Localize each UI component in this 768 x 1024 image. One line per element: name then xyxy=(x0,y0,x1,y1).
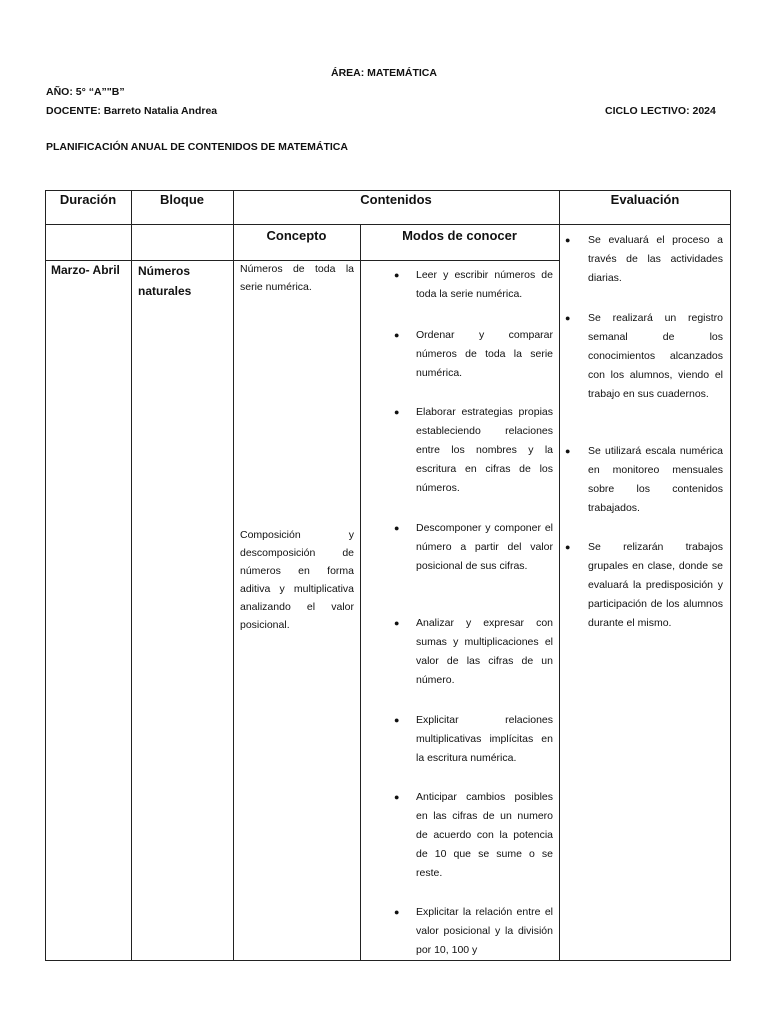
teacher-label: DOCENTE: Barreto Natalia Andrea xyxy=(46,105,218,117)
header-concepto: Concepto xyxy=(266,228,327,243)
table-border-right xyxy=(730,190,731,961)
modos-item-text: Leer y escribir números de toda la serie numérica. xyxy=(416,269,553,300)
header-contenidos: Contenidos xyxy=(360,192,432,207)
modos-item-text: Explicitar la relación entre el valor posicional y la división por 10, 100 y xyxy=(416,906,553,956)
evaluacion-item-text: Se evaluará el proceso a través de las actividades diarias. xyxy=(588,234,723,284)
evaluacion-list-item xyxy=(565,231,723,288)
bullet-icon: ● xyxy=(394,618,400,628)
evaluacion-item-text: Se utilizará escala numérica en monitoreo mensuales sobre los contenidos trabajados. xyxy=(588,445,723,514)
table-subheader-line-modos xyxy=(360,260,559,261)
evaluacion-item-text: Se relizarán trabajos grupales en clase, donde se evaluará la predisposición y participación de los alumnos durante el mismo. xyxy=(588,541,723,629)
modos-list-item xyxy=(394,266,553,304)
modos-item-text: Descomponer y componer el número a partir del valor posicional de sus cifras. xyxy=(416,522,553,572)
bullet-icon: ● xyxy=(394,523,400,533)
year-label: AÑO: 5° “A”"B” xyxy=(46,86,125,98)
bullet-icon: ● xyxy=(565,313,571,323)
area-heading: ÁREA: MATEMÁTICA xyxy=(331,67,437,79)
modos-list-item xyxy=(394,788,553,883)
header-evaluacion: Evaluación xyxy=(610,192,680,207)
table-divider-bloque xyxy=(233,190,234,961)
bullet-icon: ● xyxy=(394,407,400,417)
table-divider-modos xyxy=(559,190,560,961)
bullet-icon: ● xyxy=(394,715,400,725)
bullet-icon: ● xyxy=(565,235,571,245)
table-header-line xyxy=(45,224,731,225)
modos-item-text: Elaborar estrategias propias estableciendo relaciones entre los nombres y la escritura en cifras de los números. xyxy=(416,406,553,494)
bullet-icon: ● xyxy=(394,330,400,340)
document-title: PLANIFICACIÓN ANUAL DE CONTENIDOS DE MATEMÁTICA xyxy=(46,141,348,153)
modos-list-item xyxy=(394,326,553,383)
planning-table xyxy=(45,190,731,961)
bullet-icon: ● xyxy=(394,270,400,280)
modos-list-item xyxy=(394,614,553,690)
evaluacion-list-item xyxy=(565,309,723,404)
table-border-bottom xyxy=(45,960,731,961)
modos-list-item xyxy=(394,519,553,576)
header-duracion: Duración xyxy=(59,192,117,207)
school-year-label: CICLO LECTIVO: 2024 xyxy=(605,105,716,117)
duracion-cell: Marzo- Abril xyxy=(51,263,120,277)
evaluacion-list-item xyxy=(565,538,723,633)
modos-list-item xyxy=(394,903,553,960)
modos-item-text: Anticipar cambios posibles en las cifras de un numero de acuerdo con la potencia de 10 que se sume o se reste. xyxy=(416,791,553,879)
modos-list-item xyxy=(394,711,553,768)
concepto-item: Composición y descomposición de números en forma aditiva y multiplicativa analizando el valor posicional. xyxy=(240,529,354,631)
bullet-icon: ● xyxy=(394,792,400,802)
modos-list-item xyxy=(394,403,553,498)
bloque-cell: Números naturales xyxy=(138,264,192,298)
concepto-item: Números de toda la serie numérica. xyxy=(240,263,354,293)
header-bloque: Bloque xyxy=(159,192,205,207)
table-border-left xyxy=(45,190,46,961)
modos-item-text: Ordenar y comparar números de toda la serie numérica. xyxy=(416,329,553,379)
modos-item-text: Explicitar relaciones multiplicativas implícitas en la escritura numérica. xyxy=(416,714,553,764)
modos-item-text: Analizar y expresar con sumas y multiplicaciones el valor de las cifras de un número. xyxy=(416,617,553,686)
table-divider-concepto xyxy=(360,224,361,961)
evaluacion-list-item xyxy=(565,442,723,518)
table-divider-duracion xyxy=(131,224,132,961)
bullet-icon: ● xyxy=(565,446,571,456)
header-modos-de-conocer: Modos de conocer xyxy=(402,228,517,243)
bullet-icon: ● xyxy=(394,907,400,917)
bullet-icon: ● xyxy=(565,542,571,552)
table-border-top xyxy=(45,190,731,191)
evaluacion-item-text: Se realizará un registro semanal de los conocimientos alcanzados con los alumnos, viendo el trabajo en sus cuadernos. xyxy=(588,312,723,400)
